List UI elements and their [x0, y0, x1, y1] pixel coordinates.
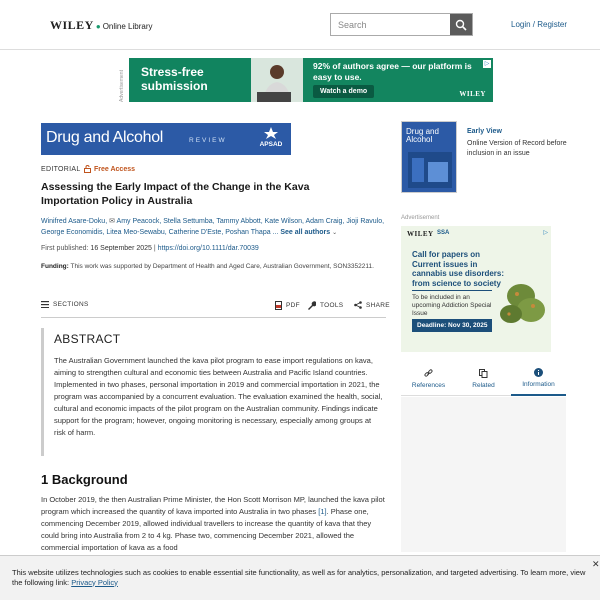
- pdf-label: PDF: [286, 302, 300, 309]
- ad-headline: Stress-free submission: [141, 65, 208, 93]
- info-icon: [534, 368, 543, 377]
- side-ad-banner[interactable]: [401, 226, 551, 352]
- tab-information[interactable]: [511, 362, 566, 396]
- side-ad-include-text: To be included in an upcoming Addiction Special Issue: [412, 290, 492, 318]
- background-paragraph: [41, 494, 386, 554]
- ad-left-panel: [129, 58, 303, 102]
- cannabis-bud-image: [497, 276, 549, 328]
- top-bar: [0, 0, 600, 50]
- sections-button[interactable]: [41, 301, 89, 308]
- free-access-badge: [84, 165, 135, 173]
- share-button[interactable]: [354, 301, 390, 309]
- journal-banner-review: REVIEW: [189, 137, 227, 144]
- abstract-heading: ABSTRACT: [54, 332, 121, 346]
- pdf-icon: [275, 301, 282, 310]
- funding-text: This work was supported by Department of Health and Aged Care, Australian Government, SON3352211.: [70, 263, 374, 270]
- top-ad-banner[interactable]: [129, 58, 493, 102]
- wrench-icon: [307, 301, 316, 310]
- divider: |: [153, 245, 158, 252]
- related-icon: [479, 369, 488, 378]
- logo-online-library-text: Online Library: [102, 22, 153, 31]
- apsad-icon: [264, 127, 278, 139]
- abstract-text: The Australian Government launched the kava pilot program to ease import regulations on kava, aiming to strengthen cultural and economic ties between Australia and Pacific Island countries. Implemented in two phases, personal importation in 2019 and commercial importation in 2021, the program was accompanied by a concurrent evaluation. The evaluation examined the health, social, cultural and economic impacts of the pilot program on the Australian community. Findings indicate support for the program; however, ongoing monitoring is necessary, especially among groups at risk of harm.: [54, 356, 383, 437]
- journal-banner-title: Drug and Alcohol: [46, 129, 164, 146]
- side-advertisement-label: Advertisement: [401, 215, 440, 221]
- reference-link[interactable]: [1]: [318, 507, 327, 516]
- cookie-banner: [0, 555, 600, 600]
- chevron-down-icon: ⌄: [332, 229, 338, 236]
- link-icon: [424, 369, 433, 378]
- tab-references[interactable]: [401, 362, 456, 396]
- background-text-a: In October 2019, the then Australian Prime Minister, the Hon Scott Morrison MP, launched the kava pilot program which increased the quantity of kava imported into Australia in two phases: [41, 495, 385, 516]
- tab-related-label: Related: [472, 382, 495, 389]
- apsad-logo: [255, 127, 287, 148]
- search-input[interactable]: [331, 14, 450, 35]
- ad-choices-icon[interactable]: ▷: [484, 61, 490, 67]
- person-illustration: [251, 58, 303, 102]
- sections-label: SECTIONS: [53, 301, 89, 308]
- author-rest[interactable]: Amy Peacock, Stella Settumba, Tammy Abbott, Kate Wilson, Adam Craig, Jioji Ravulo, George Economidis, Litea Meo-Sewabu, Catherine D'Este, Poshan Thapa ...: [41, 218, 385, 236]
- background-heading: 1 Background: [41, 472, 128, 487]
- privacy-policy-link[interactable]: Privacy Policy: [71, 577, 118, 587]
- search-box: [330, 13, 473, 36]
- early-view-link[interactable]: Early View: [467, 128, 502, 135]
- share-icon: [354, 301, 362, 309]
- wiley-online-library-logo[interactable]: [50, 18, 153, 33]
- doi-link[interactable]: https://doi.org/10.1111/dar.70039: [157, 245, 259, 252]
- sections-icon: [41, 301, 49, 308]
- cover-title: Drug and Alcohol: [406, 127, 439, 144]
- tab-information-label: Information: [522, 381, 555, 388]
- author-list: [41, 217, 386, 238]
- ad-choices-icon[interactable]: ▷: [543, 230, 548, 236]
- article-toolbar: [41, 292, 390, 318]
- tools-button[interactable]: [307, 301, 343, 310]
- side-ad-ssa: SSA: [437, 230, 450, 236]
- abstract-section: [41, 328, 386, 456]
- apsad-text: APSAD: [259, 141, 283, 148]
- first-published-label: First published:: [41, 245, 89, 252]
- share-label: SHARE: [366, 301, 390, 309]
- author-first[interactable]: Winifred Asare-Doku,: [41, 218, 108, 225]
- cookie-message: [12, 568, 587, 587]
- unlock-icon: [84, 165, 91, 173]
- tab-references-label: References: [411, 382, 446, 389]
- sidebar-tabs: [401, 362, 566, 396]
- side-ad-brand: WILEY: [407, 230, 434, 238]
- free-access-label: Free Access: [94, 165, 135, 173]
- first-published-date: 16 September 2025: [90, 245, 152, 252]
- information-panel: [401, 397, 566, 552]
- side-ad-deadline: Deadline: Nov 30, 2025: [412, 319, 492, 332]
- mail-icon[interactable]: ✉: [109, 218, 115, 225]
- early-view-description: Online Version of Record before inclusion in an issue: [467, 140, 567, 157]
- funding-label: Funding:: [41, 263, 69, 270]
- login-register-link[interactable]: Login / Register: [511, 20, 568, 29]
- advertisement-label: Advertisement: [119, 70, 125, 102]
- side-ad-call-for-papers: Call for papers on Current issues in cannabis use disorders: from science to society: [412, 250, 505, 288]
- background-text-b: . Phase one, commencing December 2019, allowed individual travellers to increase the quantity of kava that they could bring into Australia from 2 to 4 kg. Phase two, commencing December 2021, allowed the commercial importation of kava as a food: [41, 507, 372, 552]
- logo-dot-icon: ●: [95, 22, 101, 31]
- journal-banner[interactable]: [41, 123, 291, 155]
- watch-demo-button[interactable]: Watch a demo: [313, 85, 374, 98]
- search-button[interactable]: [450, 14, 472, 35]
- cookie-text: This website utilizes technologies such as cookies to enable essential site functionality, as well as for analytics, personalization, and targeted advertising. To learn more, view the following link:: [12, 568, 586, 587]
- logo-wiley-text: WILEY: [50, 18, 94, 32]
- pdf-button[interactable]: [275, 301, 300, 310]
- search-icon: [455, 19, 467, 31]
- funding-note: [41, 262, 386, 272]
- article-title: Assessing the Early Impact of the Change in the Kava Importation Policy in Australia: [41, 181, 310, 207]
- ad-person-image: [251, 58, 303, 102]
- tools-label: TOOLS: [320, 302, 344, 309]
- see-all-authors-link[interactable]: See all authors: [280, 228, 331, 236]
- document-type: EDITORIAL: [41, 166, 81, 173]
- tab-related[interactable]: [456, 362, 511, 396]
- close-icon[interactable]: ✕: [592, 559, 600, 569]
- cover-graphic: [402, 122, 457, 193]
- journal-cover-thumbnail[interactable]: [401, 121, 457, 193]
- ad-percent-text: 92% of authors agree — our platform is easy to use.: [313, 61, 472, 82]
- ad-brand: WILEY: [459, 90, 486, 98]
- ad-right-panel: [303, 58, 493, 102]
- first-published: [41, 245, 259, 252]
